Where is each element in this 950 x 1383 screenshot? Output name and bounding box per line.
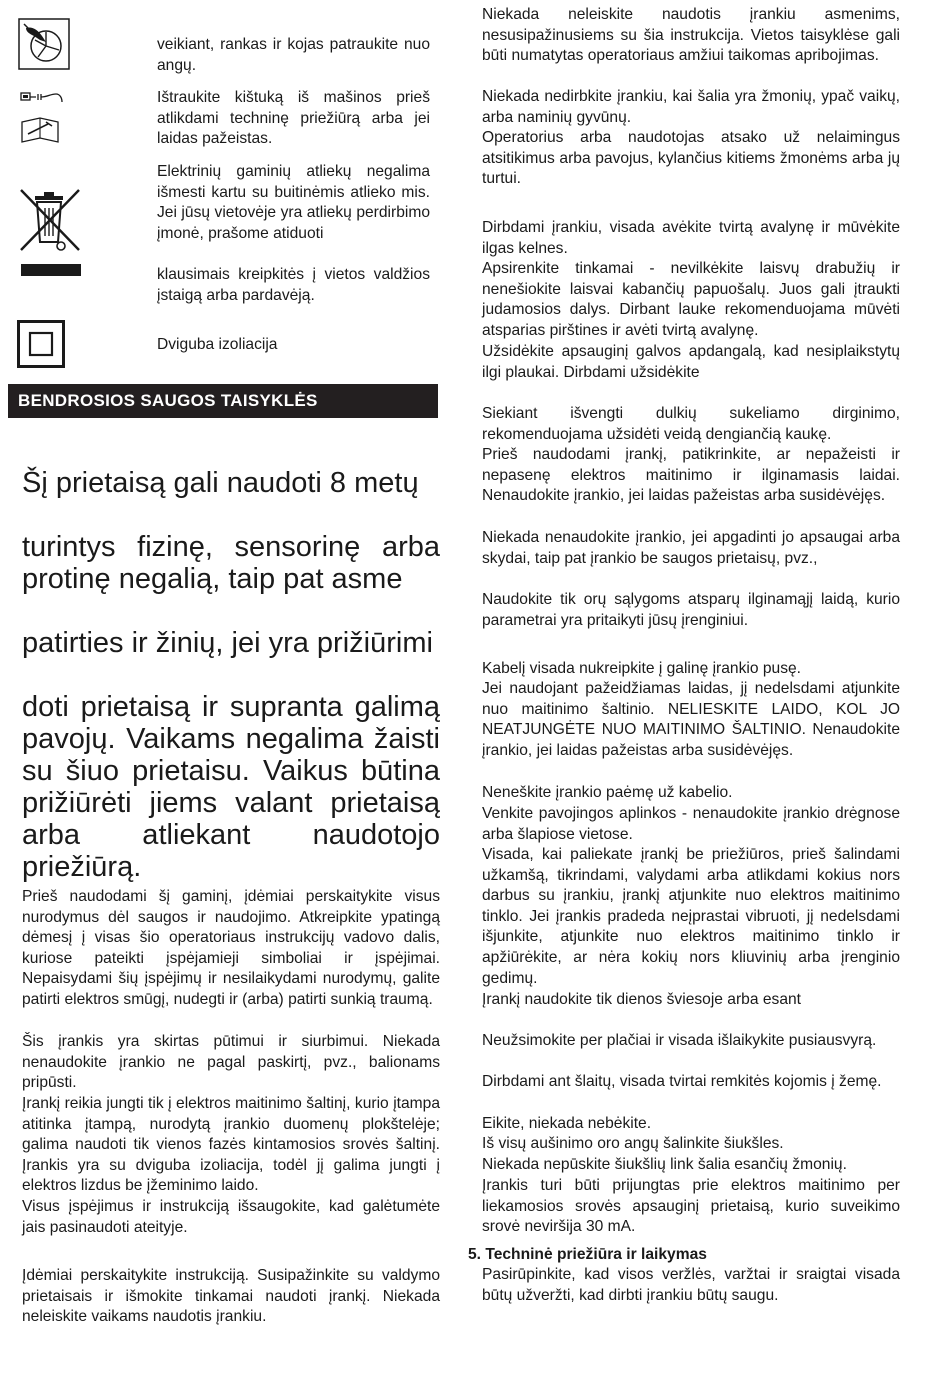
paragraph-r5: Apsirenkite tinkamai - nevilkėkite laisvų drabužių ir nenešiokite laisvai kabančių papuošalų. Juos gali įtraukti judamosios dalys. Dirbant lauke rekomenduojama mūvėti atsparias pirštines ir avėti tvirtą avalynę. — [482, 260, 900, 339]
big-notice-2: turintys fizinę, sensorinę arba protinę negalią, taip pat asme — [22, 531, 440, 595]
paragraph-r17: Neužsimokite per plačiai ir visada išlaikykite pusiausvyrą. — [482, 1032, 877, 1049]
paragraph-r10: Naudokite tik orų sąlygoms atsparų ilginamąjį laidą, kurio parametrai yra pritaikyti jūsų įrenginiui. — [482, 591, 900, 629]
paragraph-r18: Dirbdami ant šlaitų, visada tvirtai remkitės kojomis į žemę. — [482, 1073, 882, 1090]
paragraph-familiarize: Įdėmiai perskaitykite instrukciją. Susipažinkite su valdymo prietaisais ir išmokite tinkamai naudoti įrankį. Niekada neleiskite vaikams naudotis įrankiu. — [22, 1267, 440, 1326]
paragraph-r7: Siekiant išvengti dulkių sukeliamo dirginimo, rekomenduojama užsidėti veidą dengiančią kaukę. — [482, 405, 900, 443]
section-5-heading: 5. Techninė priežiūra ir laikymas — [468, 1246, 707, 1263]
section-title: BENDROSIOS SAUGOS TAISYKLĖS — [8, 384, 438, 418]
crossed-bin-icon — [17, 186, 85, 278]
paragraph-r20: Iš visų aušinimo oro angų šalinkite šiukšles. — [482, 1135, 784, 1152]
paragraph-r15: Visada, kai paliekate įrankį be priežiūros, prieš šalindami užkamšą, tikrindami, valydami arba atlikdami kokius nors darbus su įrankiu, įrankį atjunkite nuo elektros maitinimo tinklo. Jei įrankis pradeda neįprastai vibruoti, jį nedelsdami išjunkite, atjunkite nuo elektros maitinimo tinklo ir apžiūrėkite, ar nėra kokių nors kliuvinių arba įrenginio gedimų. — [482, 846, 900, 987]
paragraph-power-supply: Įrankį reikia jungti tik į elektros maitinimo šaltinį, kurio įtampa atitinka įtampą, nurodytą įrankio duomenų plokštelėje; galima naudoti tik vienos fazės kintamosios srovės šaltinį. Įrankis yra su dviguba izoliacija, todėl jį galima jungti į elektros lizdus be įžeminimo laido. — [22, 1095, 440, 1195]
paragraph-r12: Jei naudojant pažeidžiamas laidas, jį nedelsdami atjunkite nuo maitinimo šaltinio. NELIESKITE LAIDO, KOL JO NEATJUNGĖTE NUO MAITINIMO ŠALTINIO. Nenaudokite įrankio, jei laidas pažeistas arba susidėvėjęs. — [482, 680, 900, 759]
paragraph-r9: Niekada nenaudokite įrankio, jei apgadinti jo apsaugai arba skydai, taip pat įrankio be saugos prietaisų, pvz., — [482, 529, 900, 567]
paragraph-r22: Įrankis turi būti prijungtas prie elektros maitinimo per liekamosios srovės apsauginį prietaisą, kurio suveikimo srovė neviršija 30 mA. — [482, 1177, 900, 1236]
icon-text-unplug: Ištraukite kištuką iš mašinos prieš atlikdami techninę priežiūrą arba jei laidas pažeistas. — [157, 89, 430, 148]
double-insulation-icon — [17, 320, 65, 368]
paragraph-r13: Neneškite įrankio paėmę už kabelio. — [482, 784, 733, 801]
paragraph-r16: Įrankį naudokite tik dienos šviesoje arba esant — [482, 991, 801, 1008]
paragraph-r2: Niekada nedirbkite įrankiu, kai šalia yra žmonių, ypač vaikų, arba naminių gyvūnų. — [482, 88, 900, 126]
fan-hand-warning-icon — [18, 18, 70, 70]
paragraph-r21: Niekada nepūskite šiukšlių link šalia esančių žmonių. — [482, 1156, 847, 1173]
icon-text-authority: klausimais kreipkitės į vietos valdžios įstaigą arba pardavėją. — [157, 266, 430, 304]
icon-text-disposal: Elektrinių gaminių atliekų negalima išmesti kartu su buitinėmis atlieko mis. Jei jūsų vietovėje yra atliekų perdirbimo įmonė, prašome atiduoti — [157, 163, 430, 242]
paragraph-r8: Prieš naudodami įrankį, patikrinkite, ar nepažeisti ir nepasenę elektros maitinimo ir ilginamasis laidai. Nenaudokite įrankio, jei laidas pažeistas arba susidėvėjęs. — [482, 446, 900, 505]
big-notice-4: doti prietaisą ir supranta galimą pavojų. Vaikams negalima žaisti su šiuo prietaisu. Vaikus būtina prižiūrėti jiems valant prietaisą arba atliekant naudotojo priežiūrą. — [22, 691, 440, 883]
paragraph-r6: Užsidėkite apsauginį galvos apdangalą, kad nesiplaikstytų ilgi plaukai. Dirbdami užsidėkite — [482, 343, 900, 381]
big-notice-1: Šį prietaisą gali naudoti 8 metų — [22, 467, 419, 499]
paragraph-r19: Eikite, niekada nebėkite. — [482, 1115, 652, 1132]
paragraph-r4: Dirbdami įrankiu, visada avėkite tvirtą avalynę ir mūvėkite ilgas kelnes. — [482, 219, 900, 257]
paragraph-r1: Niekada neleiskite naudotis įrankiu asmenims, nesusipažinusiems su šia instrukcija. Vietos taisyklėse gali būti numatytas operatoriaus amžiui taikomas apribojimas. — [482, 6, 900, 65]
section-5-paragraph: Pasirūpinkite, kad visos veržlės, varžtai ir sraigtai visada būtų užveržti, kad dirbti įrankiu būtų saugu. — [482, 1266, 900, 1304]
paragraph-read-instructions: Prieš naudodami šį gaminį, įdėmiai perskaitykite visus nurodymus dėl saugos ir naudojimo. Atkreipkite ypatingą dėmesį į visas šio operatoriaus instrukcijų vadovo dalis, kuriose pateikti įspėjamieji simboliai ir įspėjimai. Nepaisydami šių įspėjimų ir nesilaikydami nurodymų, galite patirti elektros smūgį, nudegti ir (arba) patirti sunkią traumą. — [22, 888, 440, 1008]
icon-text-keep-away: veikiant, rankas ir kojas patraukite nuo angų. — [157, 36, 430, 74]
paragraph-save-instructions: Visus įspėjimus ir instrukciją išsaugokite, kad galėtumėte jais pasinaudoti ateityje. — [22, 1198, 440, 1236]
paragraph-r11: Kabelį visada nukreipkite į galinę įrankio pusę. — [482, 660, 801, 677]
icon-text-double-insulation: Dviguba izoliacija — [157, 336, 278, 353]
paragraph-intended-use: Šis įrankis yra skirtas pūtimui ir siurbimui. Niekada nenaudokite įrankio ne pagal paskirtį, pvz., balionams pripūsti. — [22, 1033, 440, 1092]
paragraph-r3: Operatorius arba naudotojas atsako už nelaimingus atsitikimus arba pavojus, kylančius kitiems žmonėms arba jų turtui. — [482, 129, 900, 188]
unplug-manual-icon — [18, 90, 66, 146]
big-notice-3: patirties ir žinių, jei yra prižiūrimi — [22, 627, 433, 659]
paragraph-r14: Venkite pavojingos aplinkos - nenaudokite įrankio drėgnose arba šlapiose vietose. — [482, 805, 900, 843]
